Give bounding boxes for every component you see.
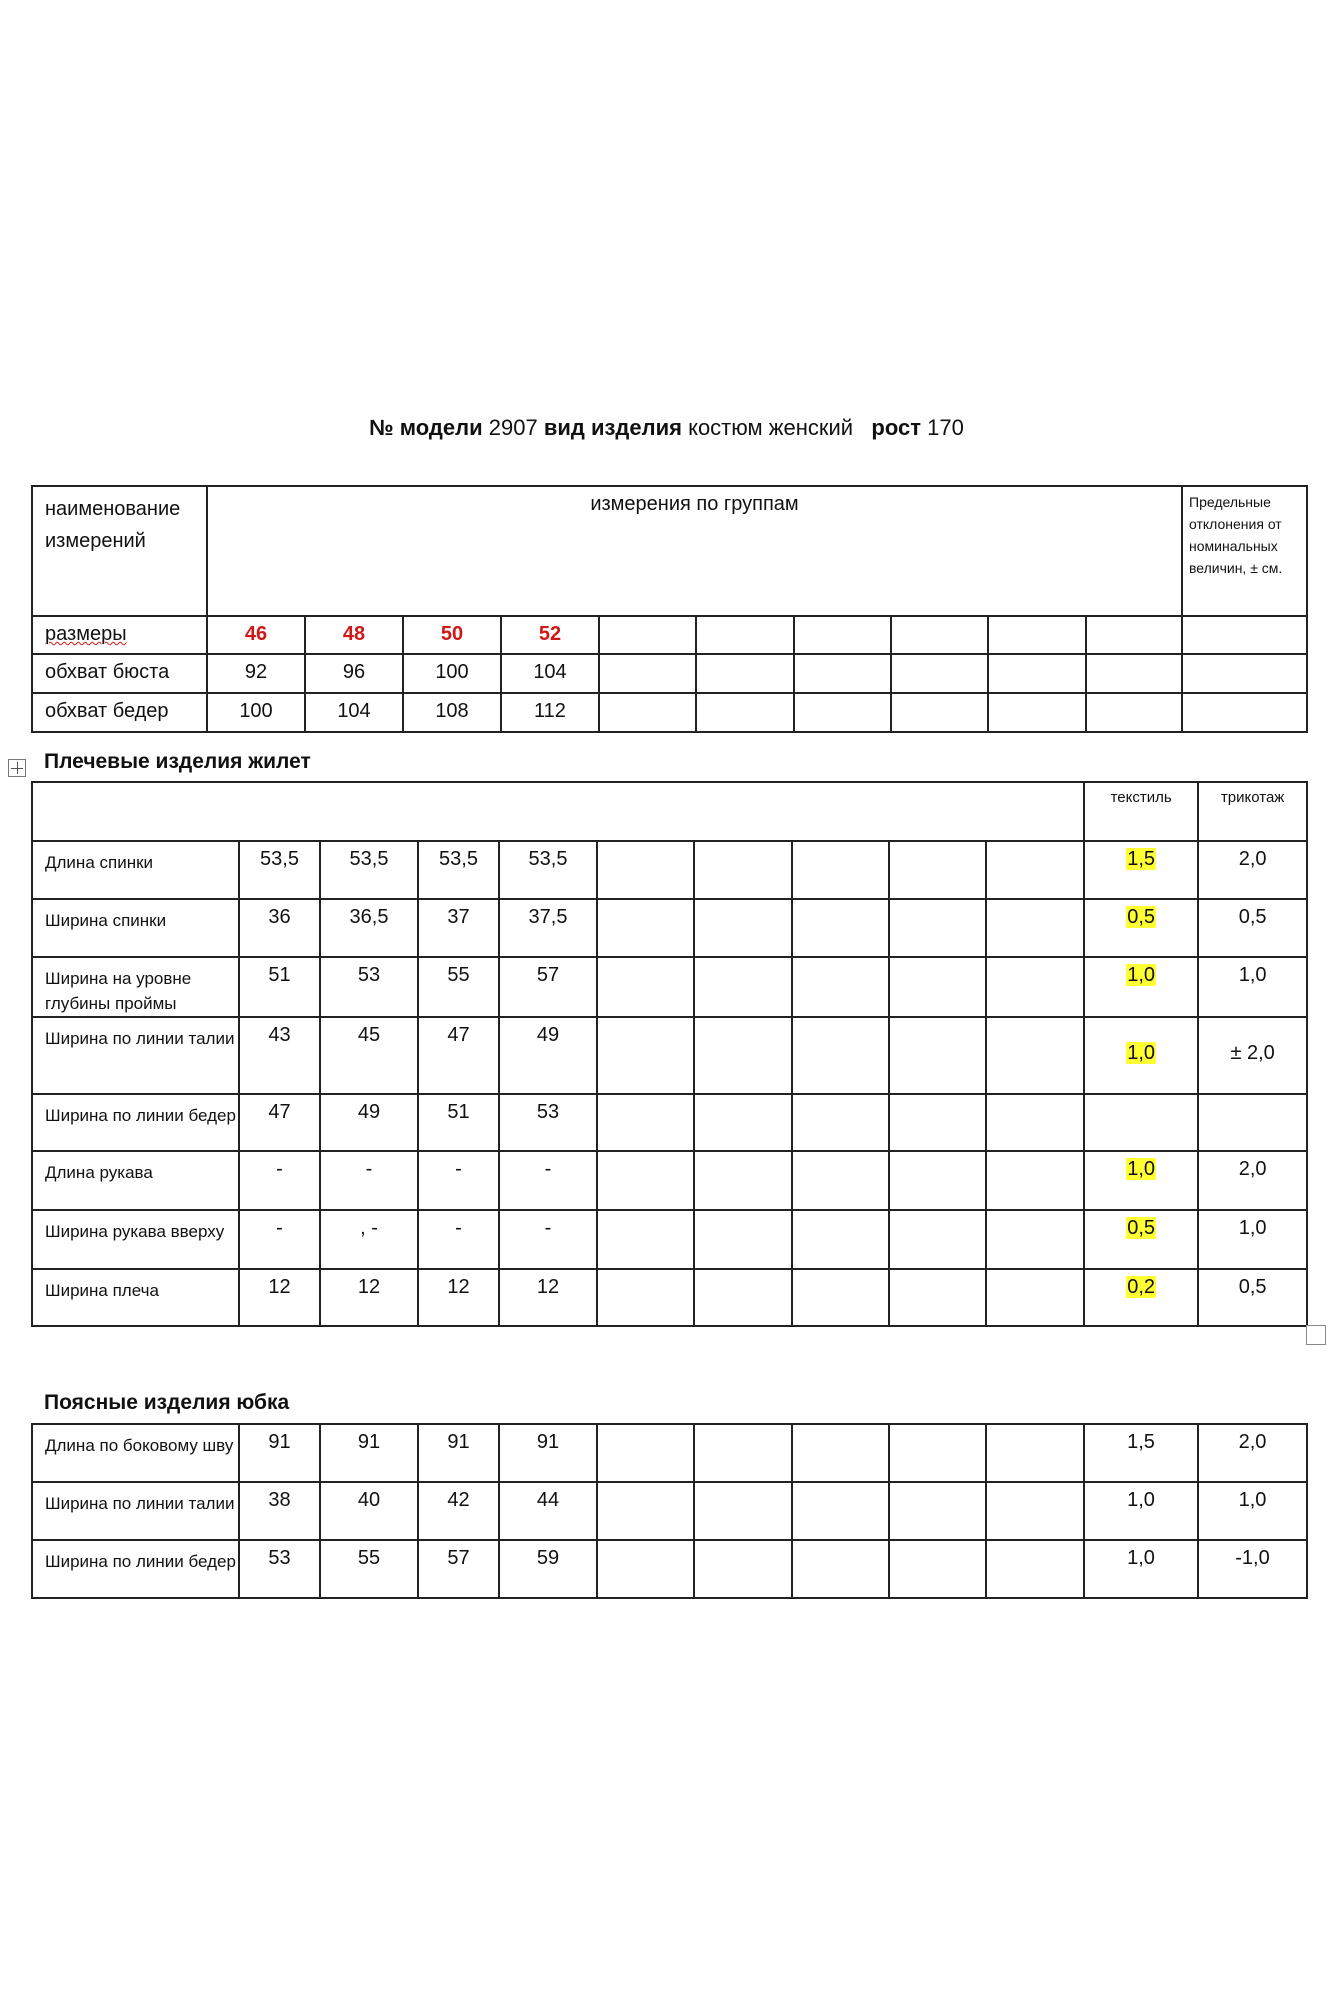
value-cell: 92 <box>207 654 305 693</box>
size-cell: 50 <box>403 616 501 654</box>
value-cell: 51 <box>418 1094 499 1151</box>
textile-value: 0,5 <box>1127 906 1156 928</box>
table-resize-handle-icon[interactable] <box>1306 1325 1326 1345</box>
value-cell: - <box>418 1210 499 1269</box>
knit-value: 1,0 <box>1198 1482 1307 1540</box>
value-cell: , - <box>320 1210 418 1269</box>
value-cell: 49 <box>320 1094 418 1151</box>
value-cell: 53 <box>320 957 418 1017</box>
value-cell: - <box>418 1151 499 1210</box>
textile-value: 1,5 <box>1127 848 1156 870</box>
table-row <box>32 1151 1307 1210</box>
knit-value <box>1198 1094 1307 1151</box>
row-label: Ширина по линии талии <box>32 1017 239 1094</box>
value-cell: 38 <box>239 1482 320 1540</box>
document-title: № модели 2907 вид изделия костюм женский рост 170 <box>369 415 964 440</box>
row-label: Ширина на уровне глубины проймы <box>32 957 239 1017</box>
value-cell: - <box>499 1210 597 1269</box>
row-label: Ширина по линии бедер <box>45 1106 236 1125</box>
value-cell: 100 <box>403 654 501 693</box>
value-cell: 37,5 <box>499 899 597 957</box>
row-label: Длина рукава <box>32 1151 239 1210</box>
knit-value: 2,0 <box>1198 1151 1307 1210</box>
value-cell: 40 <box>320 1482 418 1540</box>
value-cell: 53,5 <box>239 841 320 899</box>
row-label: размеры <box>45 623 127 645</box>
groups-header: измерения по группам <box>207 486 1182 616</box>
value-cell: 57 <box>499 957 597 1017</box>
skirt-table <box>31 1423 1308 1599</box>
textile-value: 1,5 <box>1084 1424 1198 1482</box>
value-cell: 49 <box>499 1017 597 1094</box>
knit-value: 2,0 <box>1198 841 1307 899</box>
value-cell: 104 <box>305 693 403 732</box>
value-cell: - <box>239 1151 320 1210</box>
value-cell: 36 <box>239 899 320 957</box>
row-label: обхват бюста <box>32 654 207 693</box>
value-cell: 47 <box>418 1017 499 1094</box>
value-cell: 53,5 <box>499 841 597 899</box>
table-row <box>32 1210 1307 1269</box>
value-cell: - <box>499 1151 597 1210</box>
table-row <box>32 1094 1307 1151</box>
table-row <box>32 1482 1307 1540</box>
value-cell: 55 <box>418 957 499 1017</box>
value-cell: 12 <box>239 1269 320 1326</box>
knit-value: ± 2,0 <box>1198 1017 1307 1094</box>
size-cell: 48 <box>305 616 403 654</box>
value-cell: 51 <box>239 957 320 1017</box>
value-cell: 12 <box>320 1269 418 1326</box>
value-cell: 42 <box>418 1482 499 1540</box>
knit-value: -1,0 <box>1198 1540 1307 1598</box>
size-cell: 52 <box>501 616 599 654</box>
value-cell: 91 <box>320 1424 418 1482</box>
value-cell: 91 <box>499 1424 597 1482</box>
textile-value: 1,0 <box>1127 1042 1156 1064</box>
row-label: Ширина по линии бедер <box>32 1540 239 1598</box>
table-row <box>32 616 1307 654</box>
row-label: Ширина по линии талии <box>32 1482 239 1540</box>
value-cell: 53 <box>499 1094 597 1151</box>
row-label: обхват бедер <box>32 693 207 732</box>
value-cell: 12 <box>499 1269 597 1326</box>
textile-value <box>1084 1094 1198 1151</box>
knit-value: 0,5 <box>1198 1269 1307 1326</box>
section-title: Поясные изделия юбка <box>44 1391 290 1414</box>
table-row <box>32 1424 1307 1482</box>
row-label: Длина по боковому шву <box>32 1424 239 1482</box>
knit-value: 1,0 <box>1198 957 1307 1017</box>
value-cell: 55 <box>320 1540 418 1598</box>
col-knit-header: трикотаж <box>1198 782 1307 841</box>
value-cell: 45 <box>320 1017 418 1094</box>
table-row <box>32 957 1307 1017</box>
value-cell: 108 <box>403 693 501 732</box>
textile-value: 1,0 <box>1084 1482 1198 1540</box>
table-row <box>32 654 1307 693</box>
value-cell: 53,5 <box>418 841 499 899</box>
textile-value: 0,5 <box>1127 1217 1156 1239</box>
value-cell: 91 <box>418 1424 499 1482</box>
sizes-table <box>31 485 1308 733</box>
value-cell: 37 <box>418 899 499 957</box>
value-cell: 43 <box>239 1017 320 1094</box>
row-label: Ширина спинки <box>32 899 239 957</box>
value-cell: 44 <box>499 1482 597 1540</box>
name-header: наименование измерений <box>32 486 207 616</box>
value-cell: 112 <box>501 693 599 732</box>
deviation-header: Предельные отклонения от номинальных величин, ± см. <box>1182 486 1307 616</box>
size-cell: 46 <box>207 616 305 654</box>
value-cell: 12 <box>418 1269 499 1326</box>
textile-value: 1,0 <box>1127 1158 1156 1180</box>
table-row <box>32 841 1307 899</box>
table-row <box>32 1269 1307 1326</box>
vest-table <box>31 781 1308 1327</box>
value-cell: 100 <box>207 693 305 732</box>
value-cell: 57 <box>418 1540 499 1598</box>
row-label: Ширина плеча <box>32 1269 239 1326</box>
value-cell: 104 <box>501 654 599 693</box>
table-row <box>32 899 1307 957</box>
value-cell: 96 <box>305 654 403 693</box>
row-label: Ширина рукава вверху <box>32 1210 239 1269</box>
col-textile-header: текстиль <box>1084 782 1198 841</box>
value-cell: - <box>320 1151 418 1210</box>
knit-value: 2,0 <box>1198 1424 1307 1482</box>
textile-value: 0,2 <box>1127 1276 1156 1298</box>
value-cell: 47 <box>239 1094 320 1151</box>
value-cell: 59 <box>499 1540 597 1598</box>
value-cell: 91 <box>239 1424 320 1482</box>
value-cell: 53 <box>239 1540 320 1598</box>
value-cell: 36,5 <box>320 899 418 957</box>
knit-value: 0,5 <box>1198 899 1307 957</box>
section-title: Плечевые изделия жилет <box>44 750 311 773</box>
value-cell: 53,5 <box>320 841 418 899</box>
table-move-handle-icon[interactable] <box>8 759 26 777</box>
table-row <box>32 1540 1307 1598</box>
knit-value: 1,0 <box>1198 1210 1307 1269</box>
table-row <box>32 693 1307 732</box>
textile-value: 1,0 <box>1127 964 1156 986</box>
value-cell: - <box>239 1210 320 1269</box>
table-row <box>32 1017 1307 1094</box>
row-label: Длина спинки <box>32 841 239 899</box>
textile-value: 1,0 <box>1084 1540 1198 1598</box>
